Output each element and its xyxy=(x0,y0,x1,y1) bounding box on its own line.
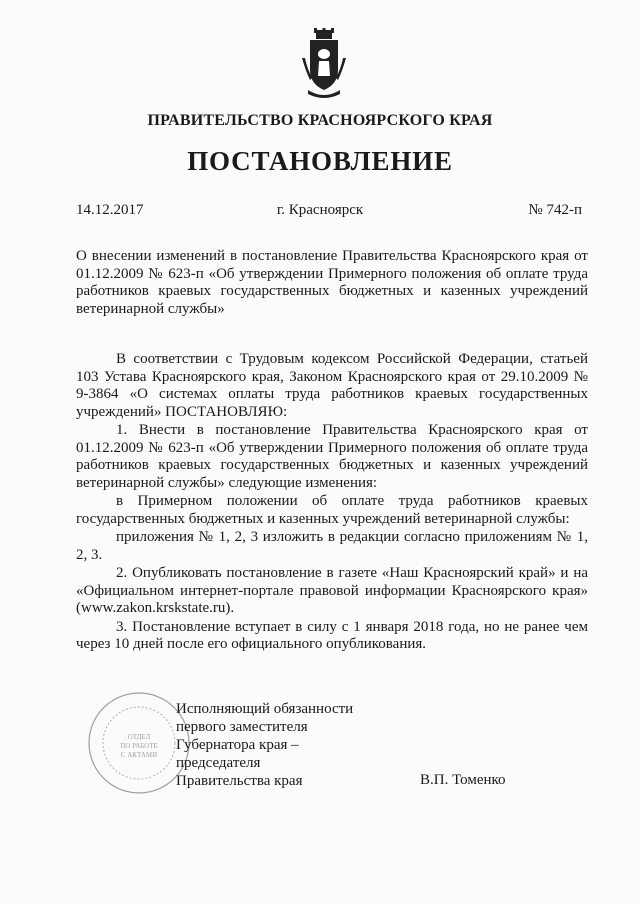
item-1-paragraph: 1. Внести в постановление Правительства Красноярского края от 01.12.2009 № 623-п «Об утверждении Примерного положения об оплате труда работников краевых государственных бюджетных и казенных учреждений ветеринарной службы» следующие изменения: xyxy=(76,422,588,491)
document-body xyxy=(76,351,588,654)
signature-line: первого заместителя xyxy=(176,719,308,735)
document-number: № 742-п xyxy=(528,202,582,218)
document-subject: О внесении изменений в постановление Правительства Красноярского края от 01.12.2009 № 623-п «Об утверждении Примерного положения об оплате труда работников краевых государственных бюджетных и казенных учреждений ветеринарной службы» xyxy=(76,248,588,317)
government-title: ПРАВИТЕЛЬСТВО КРАСНОЯРСКОГО КРАЯ xyxy=(147,112,493,129)
item-1-sub-paragraph: в Примерном положении об оплате труда работников краевых государственных бюджетных и казенных учреждений ветеринарной службы: xyxy=(76,493,588,527)
signatory-name: В.П. Томенко xyxy=(420,772,506,788)
document-type-title: ПОСТАНОВЛЕНИЕ xyxy=(187,146,453,176)
signature-line: Губернатора края – xyxy=(176,737,299,753)
svg-text:ПО РАБОТЕ: ПО РАБОТЕ xyxy=(120,742,158,750)
document-date: 14.12.2017 xyxy=(76,202,144,218)
preamble-paragraph: В соответствии с Трудовым кодексом Российской Федерации, статьей 103 Устава Красноярского края, Законом Красноярского края от 29.10.2009 № 9-3864 «О системах оплаты труда работников краевых государственных учреждений» ПОСТАНОВЛЯЮ: xyxy=(76,351,588,420)
coat-of-arms-icon xyxy=(300,28,348,100)
document-city: г. Красноярск xyxy=(276,202,364,218)
svg-text:ОТДЕЛ: ОТДЕЛ xyxy=(127,733,151,741)
signature-line: Правительства края xyxy=(176,773,303,789)
item-1-sub2-paragraph: приложения № 1, 2, 3 изложить в редакции согласно приложениям № 1, 2, 3. xyxy=(76,529,588,563)
signature-line: Исполняющий обязанности xyxy=(176,701,354,717)
svg-text:С АКТАМИ: С АКТАМИ xyxy=(120,751,158,759)
signature-position xyxy=(176,700,353,790)
signature-line: председателя xyxy=(176,755,261,771)
item-2-paragraph: 2. Опубликовать постановление в газете «Наш Красноярский край» и на «Официальном интернет-портале правовой информации Красноярского края» (www.zakon.krskstate.ru). xyxy=(76,565,588,616)
item-3-paragraph: 3. Постановление вступает в силу с 1 января 2018 года, но не ранее чем через 10 дней после его официального опубликования. xyxy=(76,618,588,652)
